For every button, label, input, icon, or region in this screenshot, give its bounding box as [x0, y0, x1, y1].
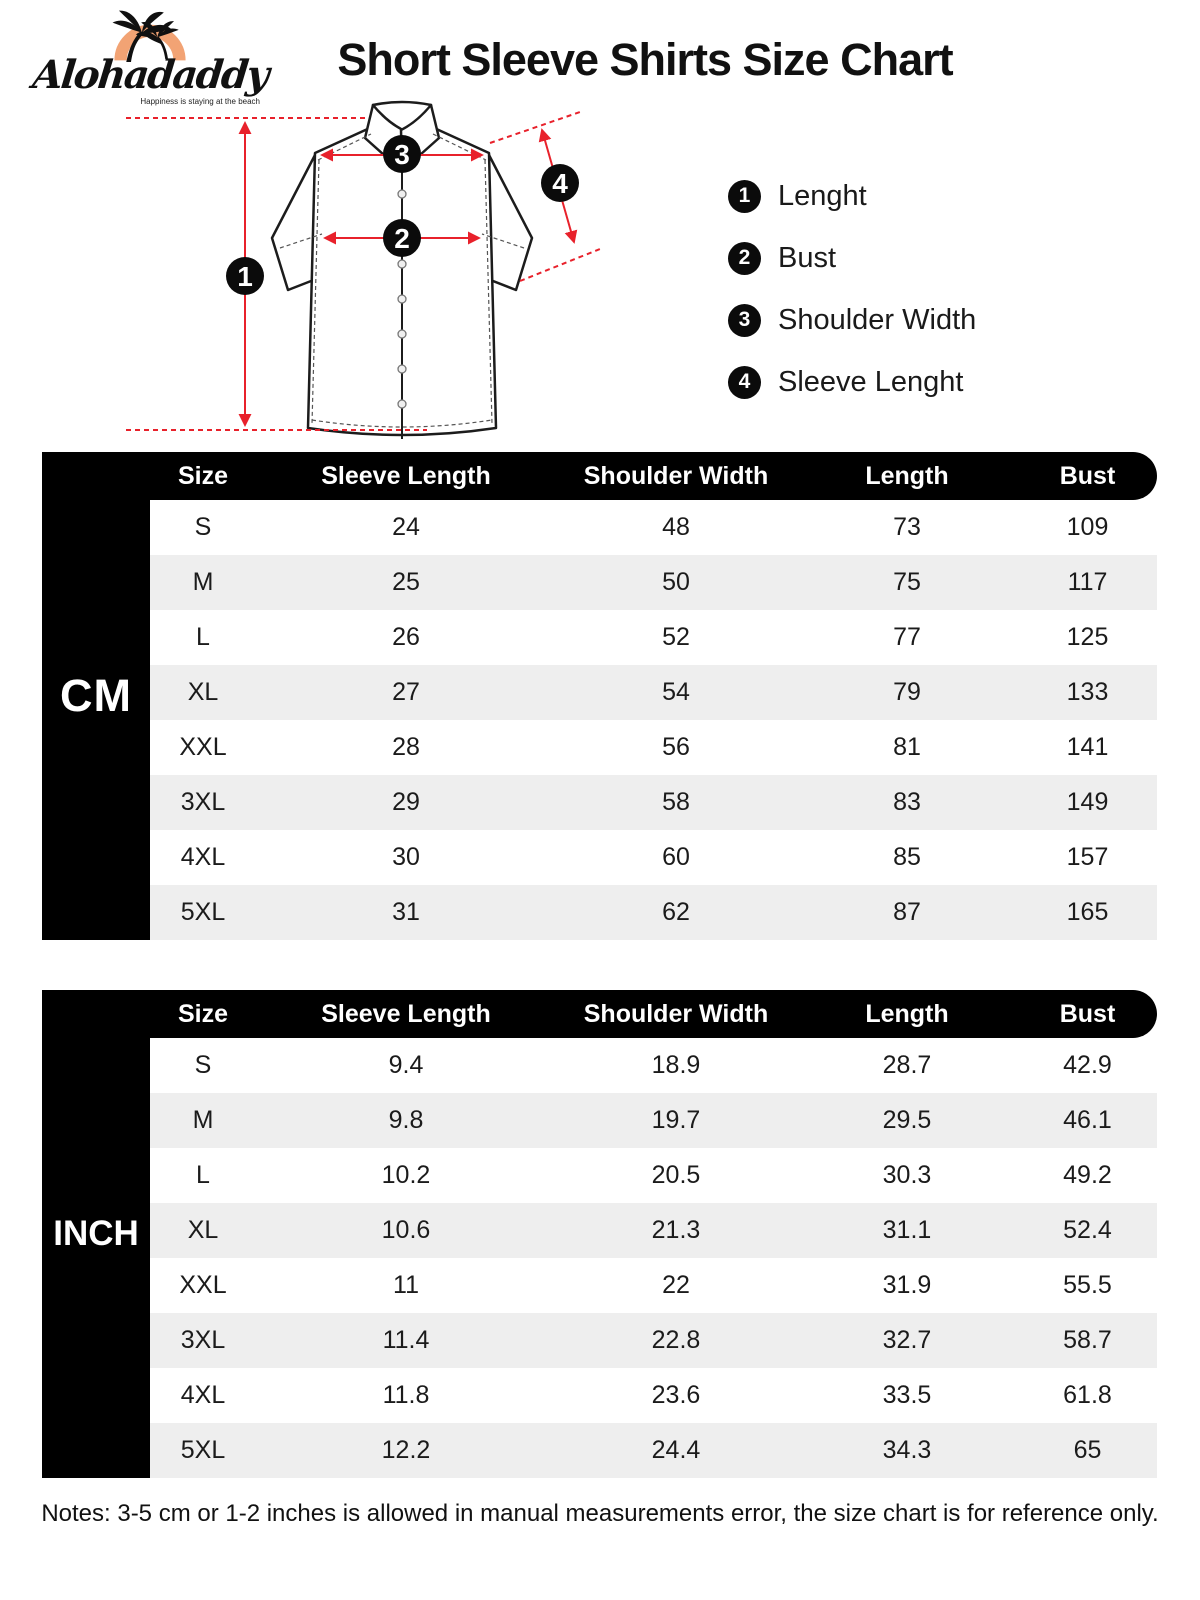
size-cell: 5XL [180, 1436, 226, 1464]
measure-cell: 46.1 [1063, 1106, 1112, 1134]
measure-cell: 52.4 [1063, 1216, 1112, 1244]
measure-cell: 22.8 [651, 1326, 701, 1354]
measure-cell: 11.4 [382, 1326, 430, 1354]
legend-label-bust: Bust [778, 241, 837, 274]
measure-cell: 79 [893, 678, 921, 706]
measure-cell: 54 [662, 678, 690, 706]
measure-cell: 65 [1073, 1436, 1102, 1464]
measure-cell: 61.8 [1063, 1381, 1112, 1409]
col-header-shoulder-width: Shoulder Width [583, 999, 769, 1028]
measure-cell: 117 [1067, 568, 1108, 596]
table-row [150, 885, 1157, 940]
measure-cell: 30.3 [882, 1161, 932, 1189]
size-cell: L [196, 623, 210, 651]
legend-item-sleeve-length [728, 362, 976, 402]
measure-cell: 10.2 [381, 1161, 431, 1189]
measure-cell: 12.2 [381, 1436, 431, 1464]
measure-cell: 55.5 [1063, 1271, 1112, 1299]
brand-name: Alohadaddy [30, 52, 270, 98]
measure-cell: 18.9 [651, 1051, 701, 1079]
measure-cell: 31 [392, 898, 420, 926]
table-row [150, 1093, 1157, 1148]
cm-table-body [150, 500, 1157, 940]
measure-cell: 9.8 [388, 1106, 424, 1134]
col-header-size: Size [177, 999, 229, 1028]
table-row [150, 775, 1157, 830]
measure-cell: 28 [392, 733, 420, 761]
measurement-legend [728, 176, 976, 424]
col-header-sleeve-length: Sleeve Length [321, 461, 491, 490]
marker-1: 1 [237, 261, 253, 292]
size-cell: L [196, 1161, 210, 1189]
size-cell: XXL [179, 1271, 227, 1299]
legend-label-shoulder-width: Shoulder Width [778, 303, 977, 336]
measure-cell: 9.4 [388, 1051, 424, 1079]
measure-cell: 50 [662, 568, 690, 596]
legend-badge-3: 3 [728, 304, 761, 337]
measure-cell: 28.7 [882, 1051, 932, 1079]
table-row [150, 500, 1157, 555]
size-cell: 4XL [180, 1381, 226, 1409]
measure-cell: 58.7 [1063, 1326, 1112, 1354]
inch-size-table [42, 990, 1157, 1478]
table-row [150, 1368, 1157, 1423]
size-cell: XL [187, 678, 219, 706]
measure-cell: 22 [662, 1271, 690, 1299]
table-row [150, 830, 1157, 885]
measure-cell: 31.1 [882, 1216, 932, 1244]
measure-cell: 34.3 [882, 1436, 932, 1464]
size-cell: M [192, 568, 214, 596]
notes-text: Notes: 3-5 cm or 1-2 inches is allowed in manual measurements error, the size chart is for reference only. [41, 1500, 1159, 1527]
measure-cell: 81 [893, 733, 921, 761]
marker-3: 3 [394, 139, 410, 170]
measure-cell: 10.6 [381, 1216, 431, 1244]
table-row [150, 665, 1157, 720]
measure-cell: 125 [1066, 623, 1109, 651]
measure-cell: 26 [392, 623, 420, 651]
measure-cell: 30 [392, 843, 420, 871]
legend-badge-4: 4 [728, 366, 761, 399]
table-row [150, 555, 1157, 610]
legend-badge-1: 1 [728, 180, 761, 213]
shirt-measurement-diagram [122, 98, 602, 450]
measure-cell: 33.5 [882, 1381, 932, 1409]
measure-cell: 29.5 [882, 1106, 932, 1134]
measure-cell: 48 [662, 513, 690, 541]
measure-cell: 23.6 [651, 1381, 701, 1409]
col-header-size: Size [177, 461, 229, 490]
measure-cell: 21.3 [651, 1216, 701, 1244]
measure-cell: 165 [1066, 898, 1109, 926]
size-cell: XL [187, 1216, 219, 1244]
measure-cell: 85 [893, 843, 921, 871]
size-cell: 4XL [180, 843, 226, 871]
col-header-length: Length [865, 461, 949, 490]
measure-cell: 32.7 [882, 1326, 932, 1354]
table-row [150, 1148, 1157, 1203]
measure-cell: 60 [662, 843, 690, 871]
measure-cell: 24 [392, 513, 420, 541]
size-cell: 3XL [180, 1326, 226, 1354]
measure-cell: 75 [893, 568, 921, 596]
measure-cell: 49.2 [1063, 1161, 1112, 1189]
col-header-length: Length [865, 999, 949, 1028]
measure-cell: 58 [662, 788, 690, 816]
measure-cell: 29 [392, 788, 420, 816]
table-row [150, 1258, 1157, 1313]
measure-cell: 11 [393, 1271, 419, 1299]
legend-item-shoulder-width [728, 300, 976, 340]
measure-cell: 56 [662, 733, 690, 761]
marker-4: 4 [552, 168, 568, 199]
measure-cell: 141 [1066, 733, 1109, 761]
table-row [150, 1313, 1157, 1368]
marker-2: 2 [394, 223, 410, 254]
inch-table-body [150, 1038, 1157, 1478]
measure-cell: 77 [893, 623, 921, 651]
brand-tagline: Happiness is staying at the beach [140, 97, 260, 106]
size-cell: 5XL [180, 898, 226, 926]
cm-size-table [42, 452, 1157, 940]
size-cell: M [192, 1106, 214, 1134]
measure-cell: 25 [392, 568, 420, 596]
size-cell: S [194, 1051, 212, 1079]
measure-cell: 20.5 [651, 1161, 701, 1189]
measure-cell: 62 [662, 898, 690, 926]
measure-cell: 73 [893, 513, 921, 541]
col-header-bust: Bust [1059, 461, 1116, 490]
inch-table-header-row [42, 990, 1157, 1038]
table-row [150, 1423, 1157, 1478]
measure-cell: 133 [1066, 678, 1109, 706]
table-row [150, 720, 1157, 775]
page-title: Short Sleeve Shirts Size Chart [337, 34, 953, 85]
shirt-diagram-area [122, 98, 602, 455]
size-cell: S [194, 513, 212, 541]
measure-cell: 109 [1066, 513, 1109, 541]
measure-cell: 19.7 [651, 1106, 701, 1134]
table-row [150, 1038, 1157, 1093]
measure-cell: 87 [893, 898, 921, 926]
legend-label-length: Lenght [778, 179, 867, 212]
measure-cell: 11.8 [382, 1381, 430, 1409]
measure-cell: 52 [662, 623, 690, 651]
cm-table-header-row [42, 452, 1157, 500]
col-header-shoulder-width: Shoulder Width [583, 461, 769, 490]
table-row [150, 610, 1157, 665]
measure-cell: 149 [1066, 788, 1109, 816]
measure-cell: 83 [893, 788, 921, 816]
legend-badge-2: 2 [728, 242, 761, 275]
measure-cell: 24.4 [651, 1436, 701, 1464]
measure-cell: 157 [1066, 843, 1109, 871]
measure-cell: 42.9 [1063, 1051, 1112, 1079]
measure-cell: 31.9 [882, 1271, 932, 1299]
col-header-bust: Bust [1059, 999, 1116, 1028]
col-header-sleeve-length: Sleeve Length [321, 999, 491, 1028]
unit-label-inch: INCH [42, 990, 150, 1478]
brand-logo [30, 8, 270, 106]
legend-label-sleeve-length: Sleeve Lenght [778, 365, 964, 398]
legend-item-bust [728, 238, 976, 278]
measure-cell: 27 [392, 678, 420, 706]
legend-item-length [728, 176, 976, 216]
size-cell: XXL [179, 733, 227, 761]
unit-label-cm: CM [42, 452, 150, 940]
size-cell: 3XL [180, 788, 226, 816]
table-row [150, 1203, 1157, 1258]
